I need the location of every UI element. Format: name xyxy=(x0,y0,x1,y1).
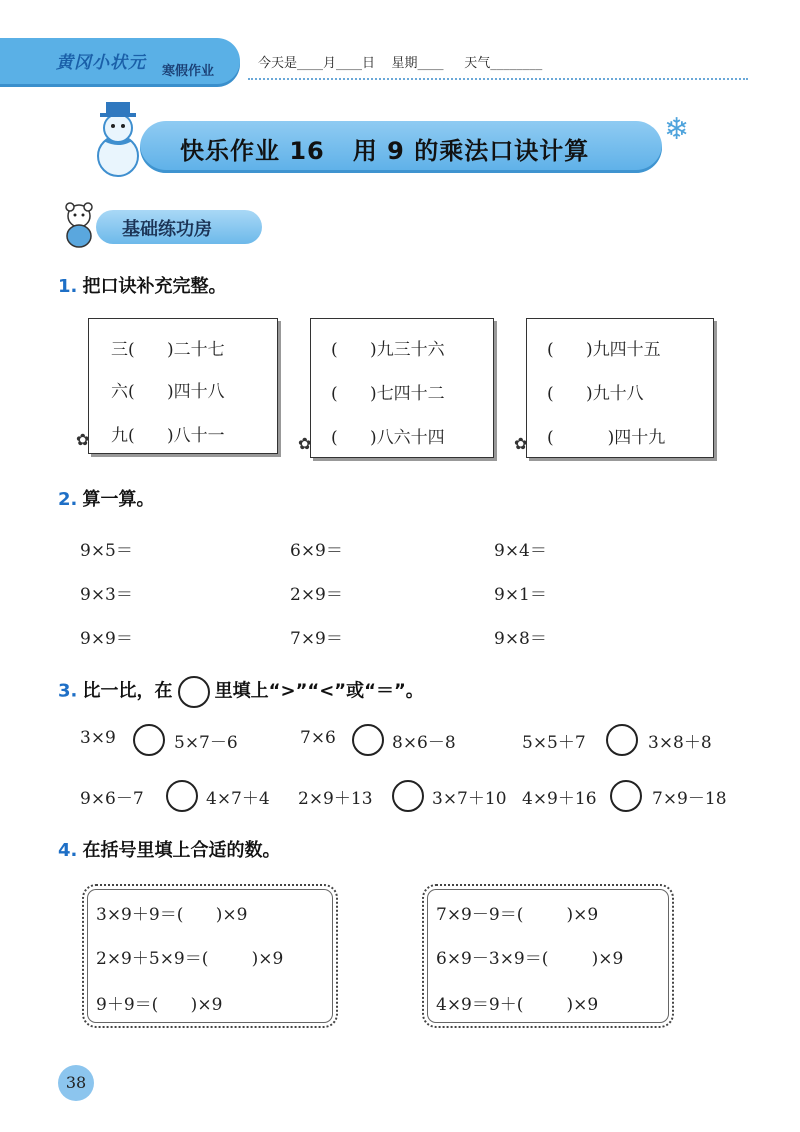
snowman-icon xyxy=(88,98,148,178)
calc-item: 9×9＝ xyxy=(80,629,133,649)
fill-equation: 6×9－3×9＝( )×9 xyxy=(436,949,624,969)
compare-right: 5×7－6 xyxy=(174,733,238,753)
section-title: 基础练功房 xyxy=(122,219,212,240)
mnemonic-line: ( )八六十四 xyxy=(331,428,445,448)
fill-equation: 2×9＋5×9＝( )×9 xyxy=(96,949,284,969)
compare-circle-icon xyxy=(178,676,210,708)
compare-answer-circle[interactable] xyxy=(610,780,642,812)
question-text: 在括号里填上合适的数。 xyxy=(82,840,281,861)
calc-item: 9×1＝ xyxy=(494,585,547,605)
compare-left: 3×9 xyxy=(80,728,116,748)
question-text: 把口诀补充完整。 xyxy=(82,276,227,297)
fill-equation: 9＋9＝( )×9 xyxy=(96,995,223,1015)
mnemonic-line: 六( )四十八 xyxy=(111,382,225,402)
header-dotted-divider xyxy=(248,78,748,80)
mnemonic-line: ( )七四十二 xyxy=(331,384,445,404)
calc-item: 7×9＝ xyxy=(290,629,343,649)
mnemonic-box-2 xyxy=(310,318,494,458)
compare-answer-circle[interactable] xyxy=(392,780,424,812)
fill-equation: 3×9＋9＝( )×9 xyxy=(96,905,248,925)
calc-item: 9×8＝ xyxy=(494,629,547,649)
mnemonic-line: ( )九十八 xyxy=(547,384,644,404)
question-number: 3. xyxy=(58,680,78,702)
fill-box-right xyxy=(422,884,674,1028)
compare-right: 8×6－8 xyxy=(392,733,456,753)
calc-item: 9×5＝ xyxy=(80,541,133,561)
compare-left: 7×6 xyxy=(300,728,336,748)
question-text: 算一算。 xyxy=(82,489,155,510)
question-text: 里填上“>”“<”或“＝”。 xyxy=(214,680,424,702)
question-4-heading xyxy=(58,836,280,862)
snowflake-icon: ❄ xyxy=(664,112,690,147)
calc-item: 6×9＝ xyxy=(290,541,343,561)
bear-icon xyxy=(58,200,100,248)
date-weather-line: 今天是____月____日 星期____ 天气________ xyxy=(258,56,543,71)
mnemonic-line: 九( )八十一 xyxy=(111,426,225,446)
compare-answer-circle[interactable] xyxy=(133,724,165,756)
brand-logo-text: 黄冈小状元 xyxy=(56,53,146,73)
compare-right: 7×9－18 xyxy=(652,789,727,809)
question-3-heading xyxy=(58,676,424,708)
compare-right: 4×7＋4 xyxy=(206,789,270,809)
mnemonic-line: ( )四十九 xyxy=(547,428,666,448)
question-1-heading xyxy=(58,272,226,298)
calc-item: 9×3＝ xyxy=(80,585,133,605)
compare-right: 3×7＋10 xyxy=(432,789,507,809)
question-number: 2. xyxy=(58,489,78,510)
compare-left: 4×9＋16 xyxy=(522,789,597,809)
question-number: 1. xyxy=(58,276,78,297)
mnemonic-box-1 xyxy=(88,318,278,454)
fill-equation: 4×9＝9＋( )×9 xyxy=(436,995,599,1015)
flower-decoration-icon: ✿ xyxy=(514,434,528,453)
compare-right: 3×8＋8 xyxy=(648,733,712,753)
mnemonic-line: 三( )二十七 xyxy=(111,340,225,360)
question-text: 比一比，在 xyxy=(82,680,173,702)
calc-item: 9×4＝ xyxy=(494,541,547,561)
compare-answer-circle[interactable] xyxy=(166,780,198,812)
compare-left: 2×9＋13 xyxy=(298,789,373,809)
question-2-heading xyxy=(58,485,154,511)
compare-answer-circle[interactable] xyxy=(352,724,384,756)
page-title: 快乐作业 16 用 9 的乘法口诀计算 xyxy=(180,137,590,165)
calc-item: 2×9＝ xyxy=(290,585,343,605)
mnemonic-line: ( )九三十六 xyxy=(331,340,445,360)
page-number: 38 xyxy=(58,1065,94,1101)
header-subtitle: 寒假作业 xyxy=(162,64,215,79)
compare-left: 5×5＋7 xyxy=(522,733,586,753)
question-number: 4. xyxy=(58,840,78,861)
fill-equation: 7×9－9＝( )×9 xyxy=(436,905,599,925)
mnemonic-box-3 xyxy=(526,318,714,458)
compare-answer-circle[interactable] xyxy=(606,724,638,756)
flower-decoration-icon: ✿ xyxy=(298,434,312,453)
flower-decoration-icon: ✿ xyxy=(76,430,90,449)
fill-box-left xyxy=(82,884,338,1028)
compare-left: 9×6－7 xyxy=(80,789,144,809)
mnemonic-line: ( )九四十五 xyxy=(547,340,661,360)
